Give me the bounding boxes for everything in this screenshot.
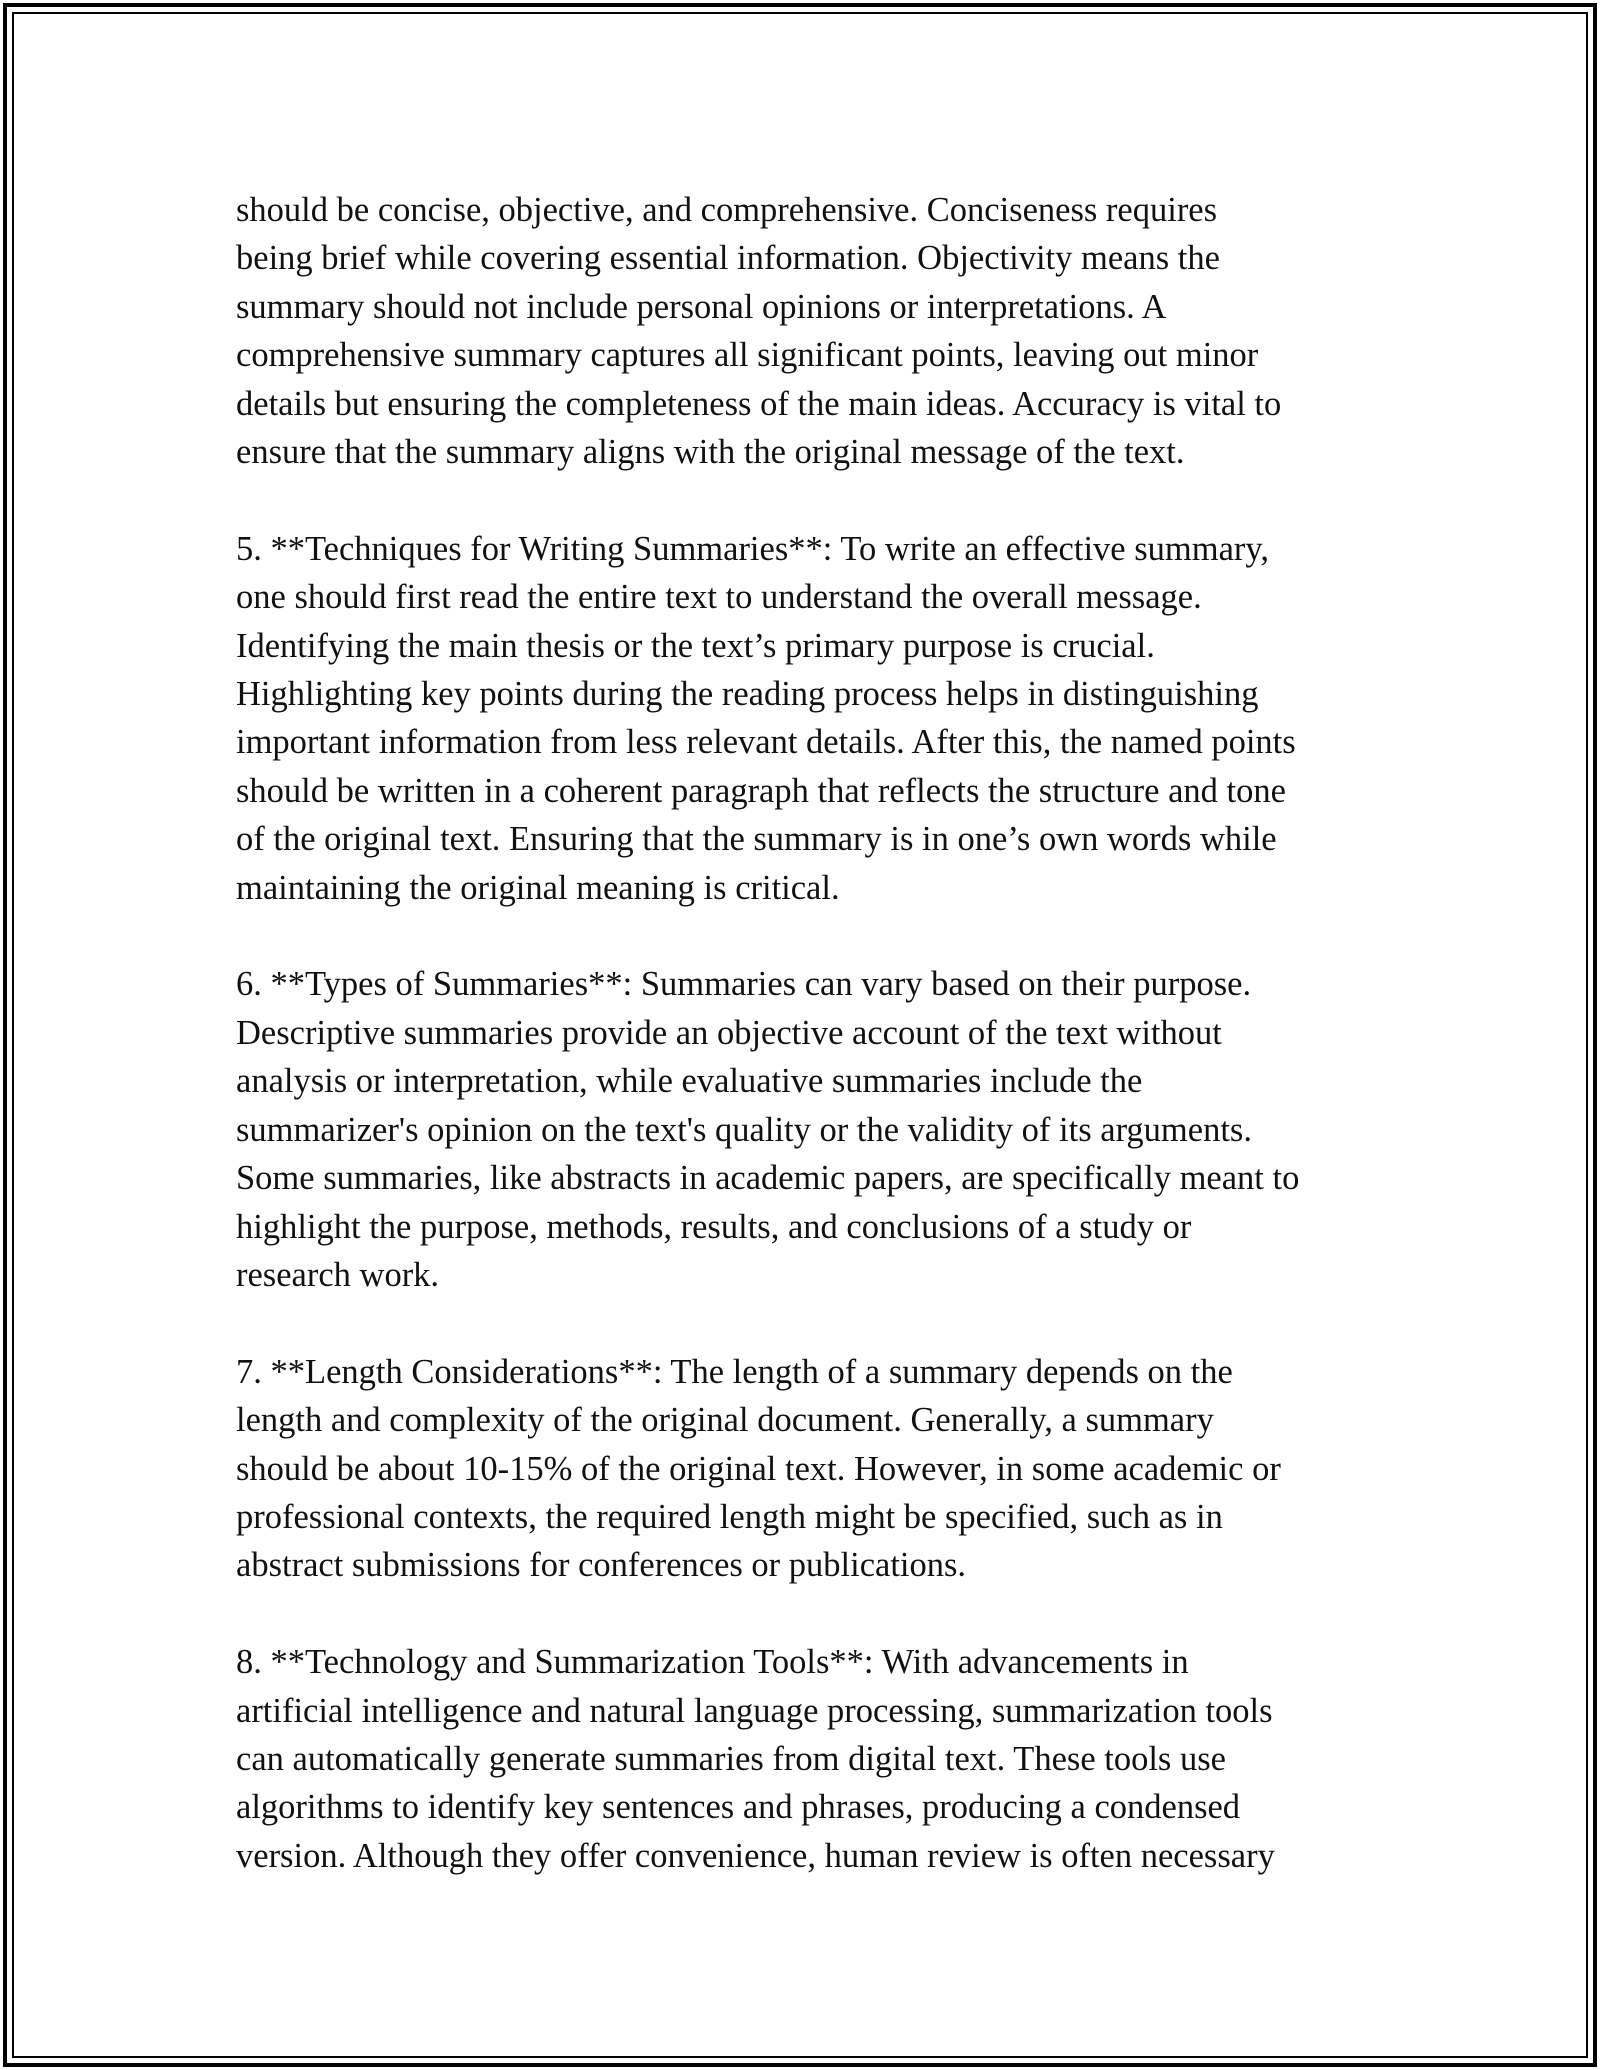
document-body [236, 186, 1406, 1880]
paragraph-length: 7. **Length Considerations**: The length of a summary depends on the length and complexity of the original document. Generally, a summary should be about 10-15% of the original text. However, in some academic or professional contexts, the required length might be specified, such as in abstract submissions for conferences or publications. [236, 1352, 1281, 1585]
paragraph-techniques: 5. **Techniques for Writing Summaries**: To write an effective summary, one should first read the entire text to understand the overall message. Identifying the main thesis or the text’s primary purpose is crucial. Highlighting key points during the reading process helps in distinguishing important information from less relevant details. After this, the named points should be written in a coherent paragraph that reflects the structure and tone of the original text. Ensuring that the summary is in one’s own words while maintaining the original meaning is critical. [236, 529, 1296, 907]
paragraph-technology: 8. **Technology and Summarization Tools**: With advancements in artificial intelligence and natural language processing, summarization tools can automatically generate summaries from digital text. These tools use algorithms to identify key sentences and phrases, producing a condensed version. Although they offer convenience, human review is often necessary [236, 1643, 1275, 1875]
paragraph-types: 6. **Types of Summaries**: Summaries can vary based on their purpose. Descriptive summaries provide an objective account of the text without analysis or interpretation, while evaluative summaries include the summarizer's opinion on the text's quality or the validity of its arguments. Some summaries, like abstracts in academic papers, are specifically meant to highlight the purpose, methods, results, and conclusions of a study or research work. [236, 965, 1300, 1294]
paragraph-continuation: should be concise, objective, and comprehensive. Conciseness requires being brief while covering essential information. Objectivity means the summary should not include personal opinions or interpretations. A comprehensive summary captures all significant points, leaving out minor details but ensuring the completeness of the main ideas. Accuracy is vital to ensure that the summary aligns with the original message of the text. [236, 191, 1282, 472]
